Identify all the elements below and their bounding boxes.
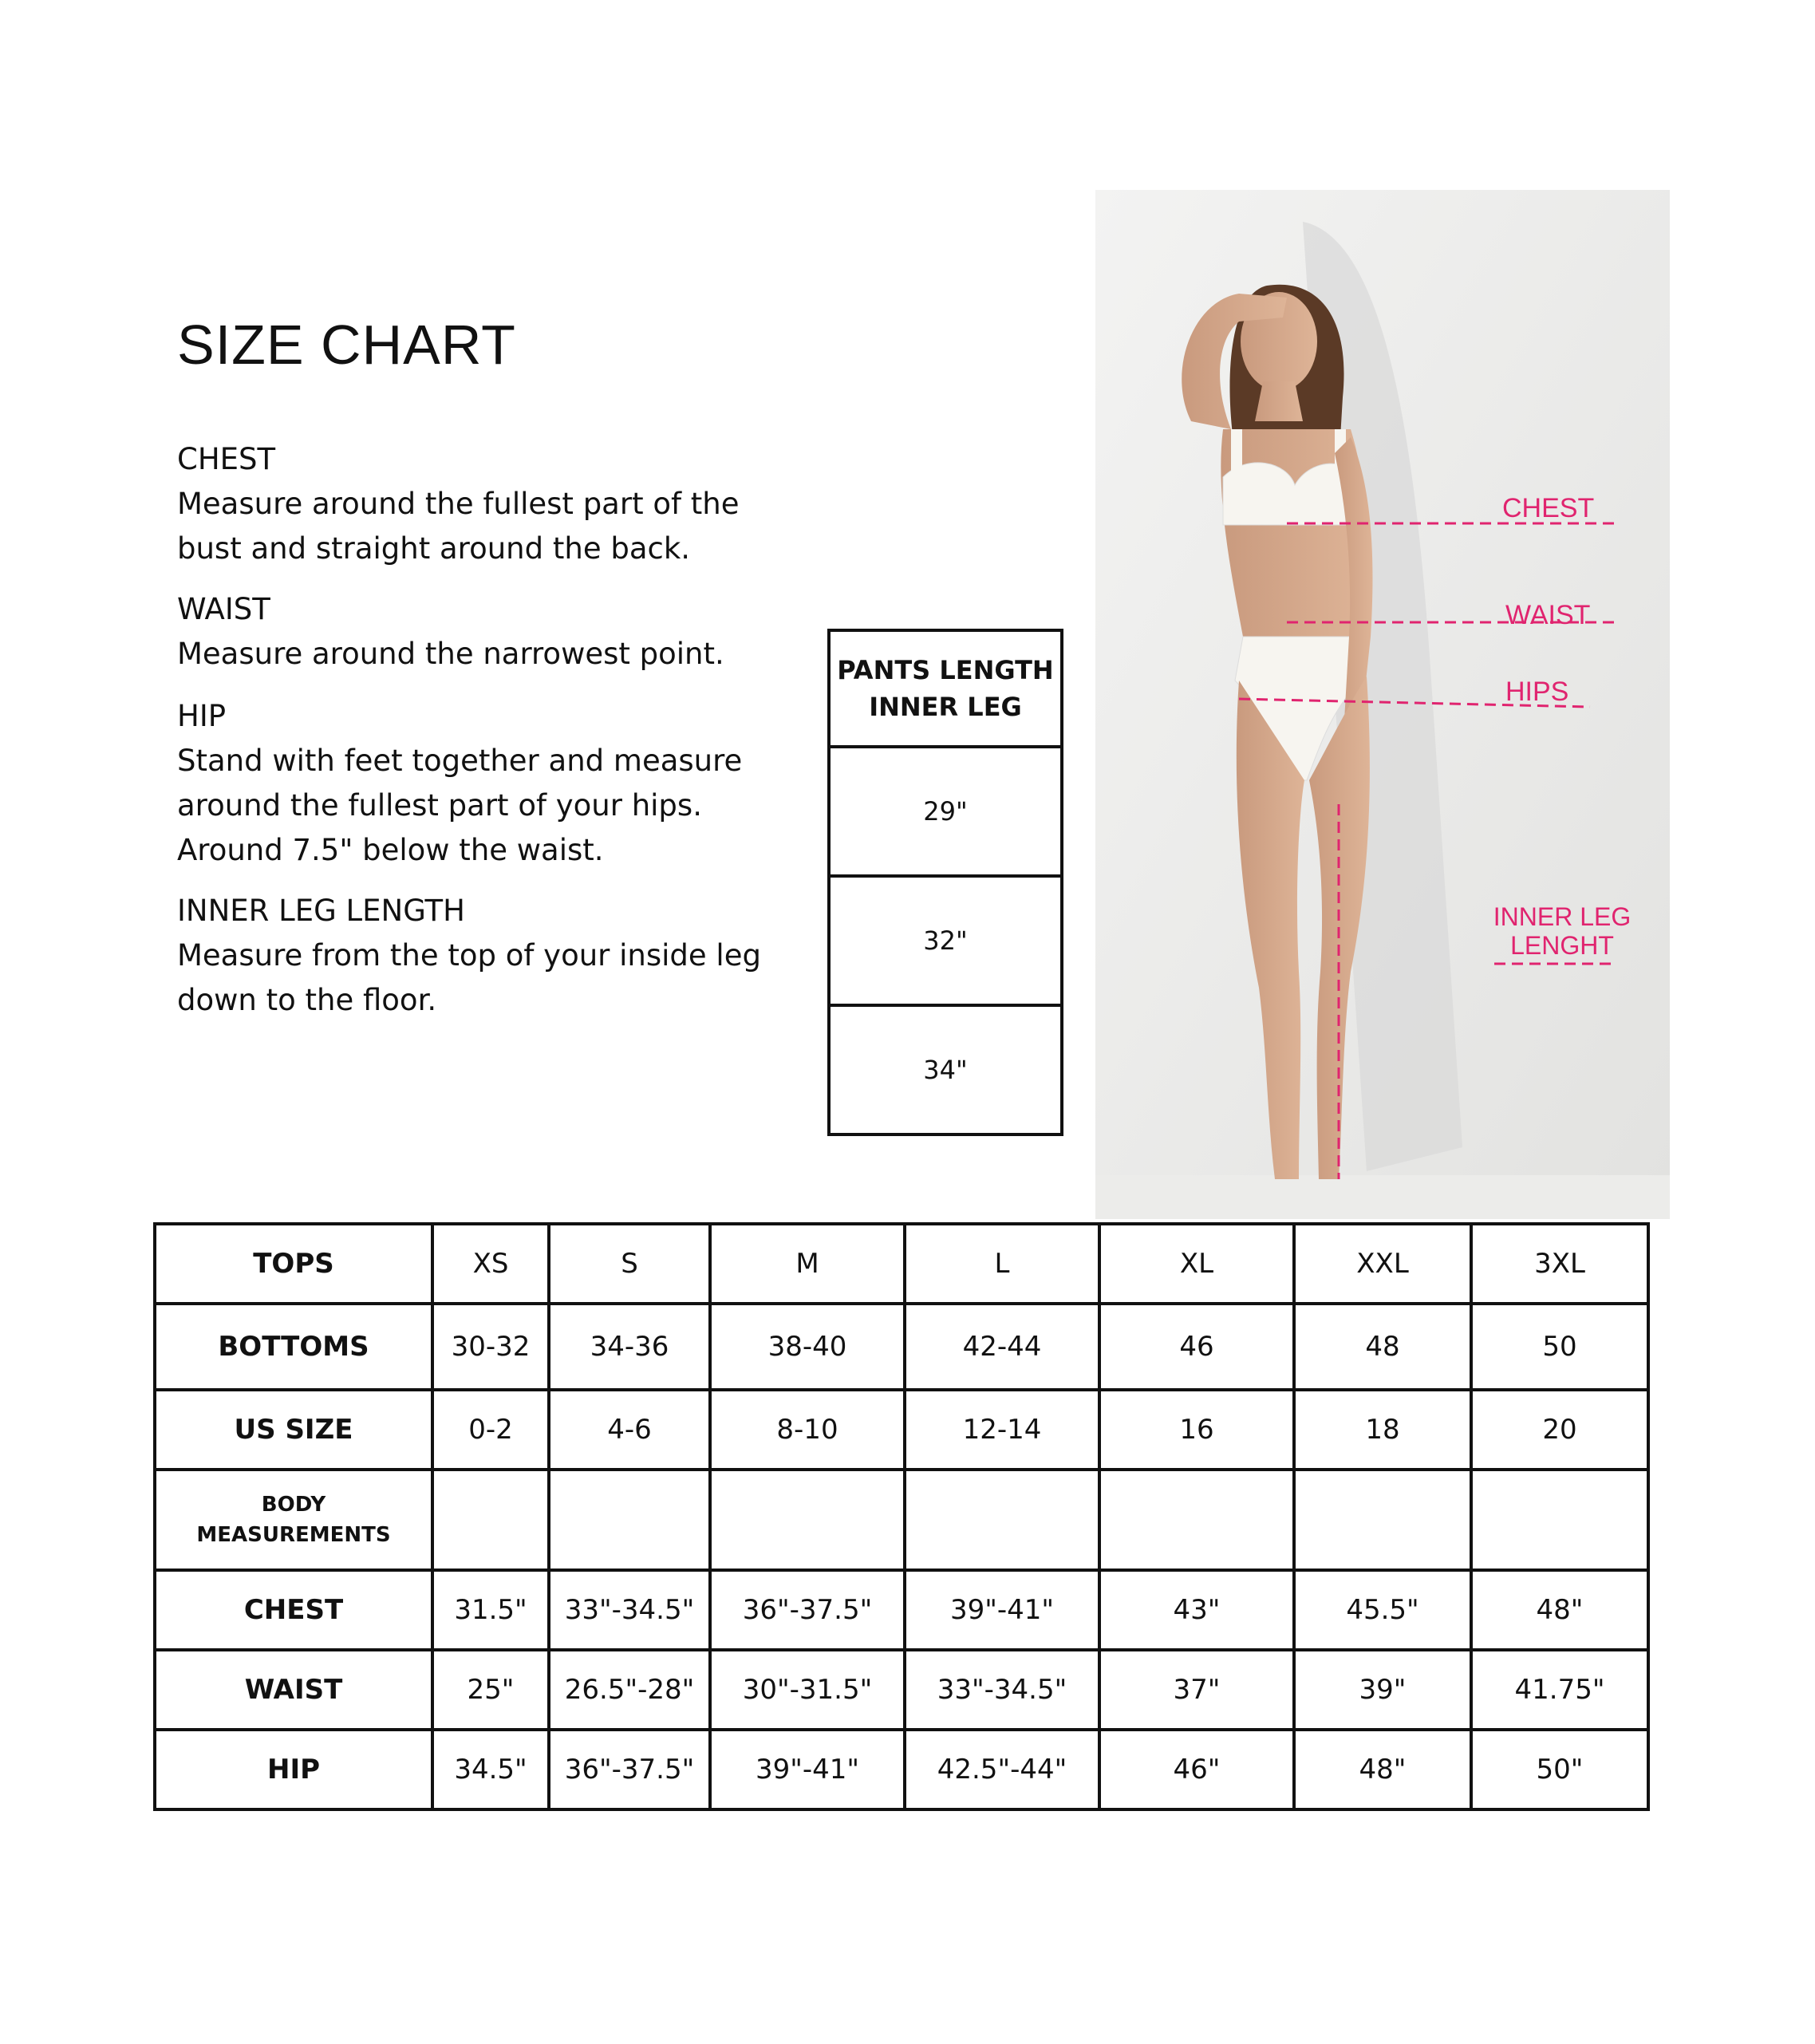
table-cell: 46" xyxy=(1099,1730,1294,1809)
table-row xyxy=(155,1390,1648,1470)
table-cell: 12-14 xyxy=(905,1390,1099,1470)
row-header: US SIZE xyxy=(155,1390,432,1470)
table-cell: 46 xyxy=(1099,1304,1294,1390)
hip-text: Stand with feet together and measure around the fullest part of your hips. Around 7.5" below the waist. xyxy=(177,744,743,867)
table-cell: L xyxy=(905,1224,1099,1304)
table-cell: XXL xyxy=(1294,1224,1471,1304)
table-row xyxy=(155,1224,1648,1304)
table-cell: 42.5"-44" xyxy=(905,1730,1099,1809)
pants-length-table xyxy=(827,629,1063,1136)
table-cell: 39" xyxy=(1294,1650,1471,1730)
page-title: SIZE CHART xyxy=(177,314,516,376)
pants-value: 29" xyxy=(829,747,1062,876)
table-cell xyxy=(710,1470,905,1570)
row-header: CHEST xyxy=(155,1570,432,1650)
inner-leg-label-line2: LENGHT xyxy=(1510,931,1614,960)
hip-heading: HIP xyxy=(177,699,227,733)
row-header: WAIST xyxy=(155,1650,432,1730)
row-header xyxy=(155,1470,432,1570)
table-cell: 37" xyxy=(1099,1650,1294,1730)
table-cell: 48" xyxy=(1294,1730,1471,1809)
table-cell: 30-32 xyxy=(432,1304,549,1390)
table-cell: 50" xyxy=(1471,1730,1648,1809)
waist-text: Measure around the narrowest point. xyxy=(177,637,724,671)
pants-header-line2: INNER LEG xyxy=(869,692,1022,722)
size-table xyxy=(153,1222,1650,1811)
table-cell: 33"-34.5" xyxy=(549,1570,710,1650)
floor xyxy=(1095,1175,1670,1219)
table-cell xyxy=(432,1470,549,1570)
table-cell: 34-36 xyxy=(549,1304,710,1390)
table-cell: 26.5"-28" xyxy=(549,1650,710,1730)
table-cell: 30"-31.5" xyxy=(710,1650,905,1730)
table-cell: XL xyxy=(1099,1224,1294,1304)
hips-label: HIPS xyxy=(1505,677,1569,707)
table-cell: 45.5" xyxy=(1294,1570,1471,1650)
table-cell: M xyxy=(710,1224,905,1304)
waist-label: WAIST xyxy=(1505,600,1591,630)
chest-text: Measure around the fullest part of the bust and straight around the back. xyxy=(177,487,740,566)
table-row xyxy=(155,1304,1648,1390)
table-cell: 48 xyxy=(1294,1304,1471,1390)
table-cell: 42-44 xyxy=(905,1304,1099,1390)
body-label-line1: BODY xyxy=(261,1493,326,1517)
chest-description xyxy=(177,437,799,571)
table-cell xyxy=(1294,1470,1471,1570)
chest-heading: CHEST xyxy=(177,442,276,476)
table-cell xyxy=(905,1470,1099,1570)
inner-leg-heading: INNER LEG LENGTH xyxy=(177,894,465,928)
table-cell: 31.5" xyxy=(432,1570,549,1650)
chest-label: CHEST xyxy=(1502,493,1595,523)
body-label-line2: MEASUREMENTS xyxy=(196,1523,391,1547)
waist-heading: WAIST xyxy=(177,592,270,626)
table-cell: 36"-37.5" xyxy=(710,1570,905,1650)
table-cell: 0-2 xyxy=(432,1390,549,1470)
table-cell: XS xyxy=(432,1224,549,1304)
table-cell: 3XL xyxy=(1471,1224,1648,1304)
inner-leg-text: Measure from the top of your inside leg down to the floor. xyxy=(177,938,761,1017)
row-header: BOTTOMS xyxy=(155,1304,432,1390)
inner-leg-description xyxy=(177,889,799,1023)
row-header: HIP xyxy=(155,1730,432,1809)
table-cell: 50 xyxy=(1471,1304,1648,1390)
table-cell: 48" xyxy=(1471,1570,1648,1650)
table-row xyxy=(155,1650,1648,1730)
pants-value: 34" xyxy=(829,1005,1062,1134)
table-cell: 36"-37.5" xyxy=(549,1730,710,1809)
inner-leg-label-line1: INNER LEG xyxy=(1493,902,1632,931)
pants-value: 32" xyxy=(829,876,1062,1005)
table-cell xyxy=(1471,1470,1648,1570)
table-cell: 39"-41" xyxy=(710,1730,905,1809)
table-cell: 38-40 xyxy=(710,1304,905,1390)
pants-header xyxy=(829,630,1062,747)
table-row xyxy=(155,1570,1648,1650)
row-header: TOPS xyxy=(155,1224,432,1304)
pants-header-line1: PANTS LENGTH xyxy=(837,655,1054,685)
table-cell: 25" xyxy=(432,1650,549,1730)
table-cell: S xyxy=(549,1224,710,1304)
table-cell: 20 xyxy=(1471,1390,1648,1470)
hip-description xyxy=(177,694,799,873)
table-row xyxy=(155,1470,1648,1570)
table-cell xyxy=(1099,1470,1294,1570)
table-row xyxy=(155,1730,1648,1809)
table-cell: 16 xyxy=(1099,1390,1294,1470)
table-cell: 33"-34.5" xyxy=(905,1650,1099,1730)
table-cell: 8-10 xyxy=(710,1390,905,1470)
table-cell: 4-6 xyxy=(549,1390,710,1470)
table-cell: 34.5" xyxy=(432,1730,549,1809)
model-photo xyxy=(1095,190,1670,1219)
table-cell xyxy=(549,1470,710,1570)
table-cell: 39"-41" xyxy=(905,1570,1099,1650)
waist-description xyxy=(177,587,799,677)
table-cell: 18 xyxy=(1294,1390,1471,1470)
table-cell: 41.75" xyxy=(1471,1650,1648,1730)
table-cell: 43" xyxy=(1099,1570,1294,1650)
